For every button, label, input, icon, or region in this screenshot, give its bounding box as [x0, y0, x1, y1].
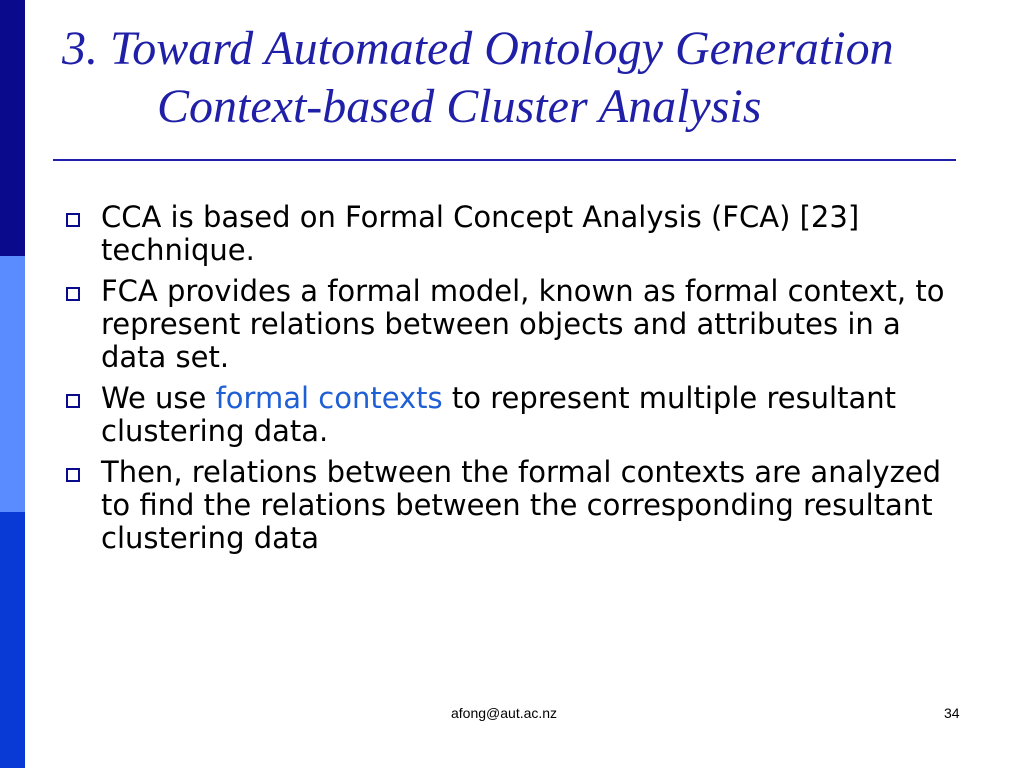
title-divider: [53, 159, 956, 161]
bullet-item: [62, 275, 962, 374]
bullet-list: [62, 201, 962, 563]
bullet-item: [62, 201, 962, 267]
sidebar-stripe-bottom: [0, 512, 25, 768]
sidebar-stripe-top: [0, 0, 25, 256]
bullet-text: CCA is based on Formal Concept Analysis (FCA) [23] technique.: [101, 200, 860, 267]
bullet-item: [62, 456, 962, 555]
footer-email: afong@aut.ac.nz: [451, 705, 558, 721]
slide-title: [62, 20, 982, 136]
square-bullet-icon: [66, 213, 80, 227]
bullet-text: Then, relations between the formal contexts are analyzed to find the relations between the corresponding resultant clustering data: [101, 455, 942, 555]
bullet-text-before: We use: [101, 381, 216, 415]
square-bullet-icon: [66, 287, 80, 301]
page-number: 34: [944, 705, 960, 721]
square-bullet-icon: [66, 394, 80, 408]
square-bullet-icon: [66, 468, 80, 482]
slide-title-line-1: 3. Toward Automated Ontology Generation: [62, 22, 894, 75]
slide-title-line-2: Context-based Cluster Analysis: [157, 80, 762, 133]
bullet-text-after: to represent multiple resultant clustering data.: [101, 381, 897, 448]
highlighted-term: formal contexts: [215, 381, 443, 415]
bullet-text: FCA provides a formal model, known as formal context, to represent relations between objects and attributes in a data set.: [101, 274, 945, 374]
sidebar-stripe-middle: [0, 256, 25, 512]
bullet-item: [62, 382, 962, 448]
